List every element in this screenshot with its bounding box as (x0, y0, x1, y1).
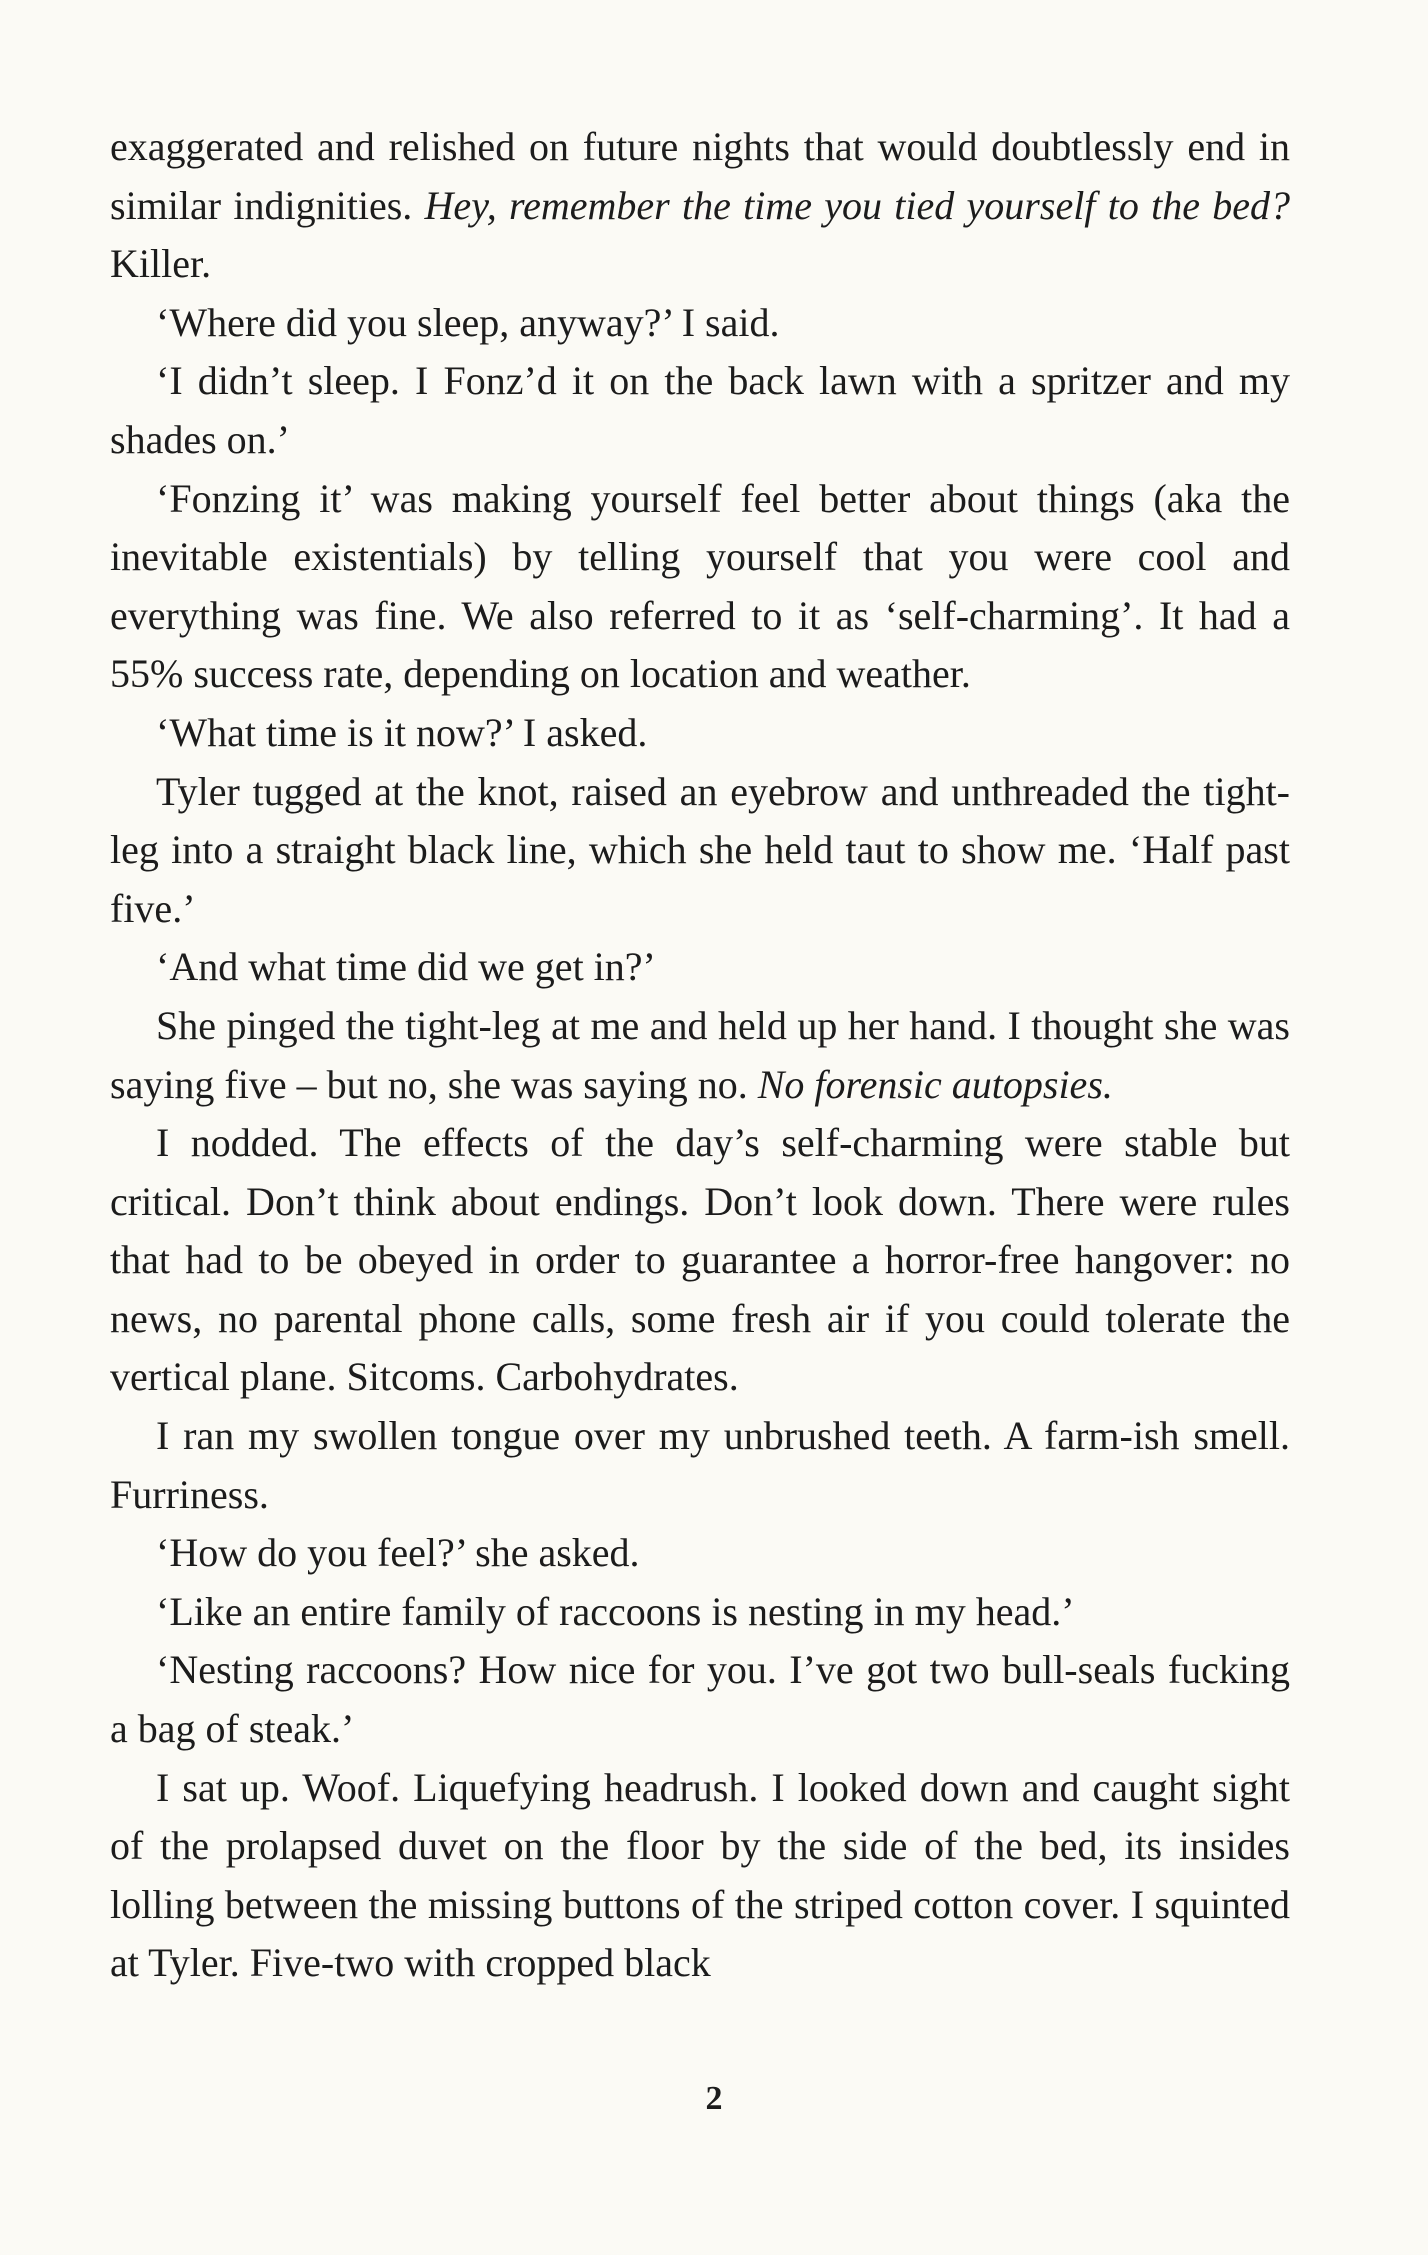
text-run: ‘I didn’t sleep. I Fonz’d it on the back lawn with a spritzer and my shades on.’ (110, 358, 1290, 462)
text-run: ‘Fonzing it’ was making yourself feel better about things (aka the inevitable existentials) by telling yourself that you were cool and everything was fine. We also referred to it as ‘self-charming’. It had a 55% success rate, depending on location and weather. (110, 475, 1290, 697)
paragraph (110, 294, 1290, 353)
paragraph (110, 1641, 1290, 1758)
page-number: 2 (705, 2080, 723, 2117)
body-text (110, 118, 1290, 1993)
italic-text: No forensic autopsies. (757, 1061, 1113, 1107)
text-run: Tyler tugged at the knot, raised an eyebrow and unthreaded the tight-leg into a straight black line, which she held taut to show me. ‘Half past five.’ (110, 768, 1290, 931)
paragraph (110, 938, 1290, 997)
text-run: I nodded. The effects of the day’s self-charming were stable but critical. Don’t think about endings. Don’t look down. There were rules that had to be obeyed in order to guarantee a horror-free hangover: no news, no parental phone calls, some fresh air if you could tolerate the vertical plane. Sitcoms. Carbohydrates. (110, 1120, 1290, 1400)
text-run: I sat up. Woof. Liquefying headrush. I looked down and caught sight of the prolapsed duvet on the floor by the side of the bed, its insides lolling between the missing buttons of the striped cotton cover. I squinted at Tyler. Five-two with cropped black (110, 1764, 1290, 1986)
paragraph (110, 352, 1290, 469)
paragraph (110, 763, 1290, 939)
text-run: Killer. (110, 241, 212, 287)
text-run: She pinged the tight-leg at me and held up her hand. I thought she was saying five – but no, she was saying no. (110, 1002, 1290, 1107)
text-run: I ran my swollen tongue over my unbrushed teeth. A farm-ish smell. Furriness. (110, 1413, 1290, 1517)
text-run: ‘Where did you sleep, anyway?’ I said. (156, 299, 780, 345)
paragraph (110, 1407, 1290, 1524)
paragraph (110, 1583, 1290, 1642)
paragraph (110, 470, 1290, 704)
paragraph (110, 1759, 1290, 1993)
italic-text: Hey, remember the time you tied yourself to the bed? (424, 182, 1290, 228)
paragraph (110, 997, 1290, 1114)
paragraph (110, 704, 1290, 763)
text-run: ‘What time is it now?’ I asked. (156, 709, 648, 755)
text-run: exaggerated and relished on future nights that would doubtlessly end in similar indignities. (110, 124, 1290, 228)
paragraph (110, 1114, 1290, 1407)
text-run: ‘Nesting raccoons? How nice for you. I’ve got two bull-seals fucking a bag of steak.’ (110, 1647, 1290, 1752)
text-run: ‘How do you feel?’ she asked. (156, 1530, 640, 1576)
paragraph (110, 118, 1290, 294)
text-run: ‘Like an entire family of raccoons is nesting in my head.’ (156, 1588, 1075, 1634)
text-run: ‘And what time did we get in?’ (156, 944, 656, 990)
paragraph (110, 1524, 1290, 1583)
